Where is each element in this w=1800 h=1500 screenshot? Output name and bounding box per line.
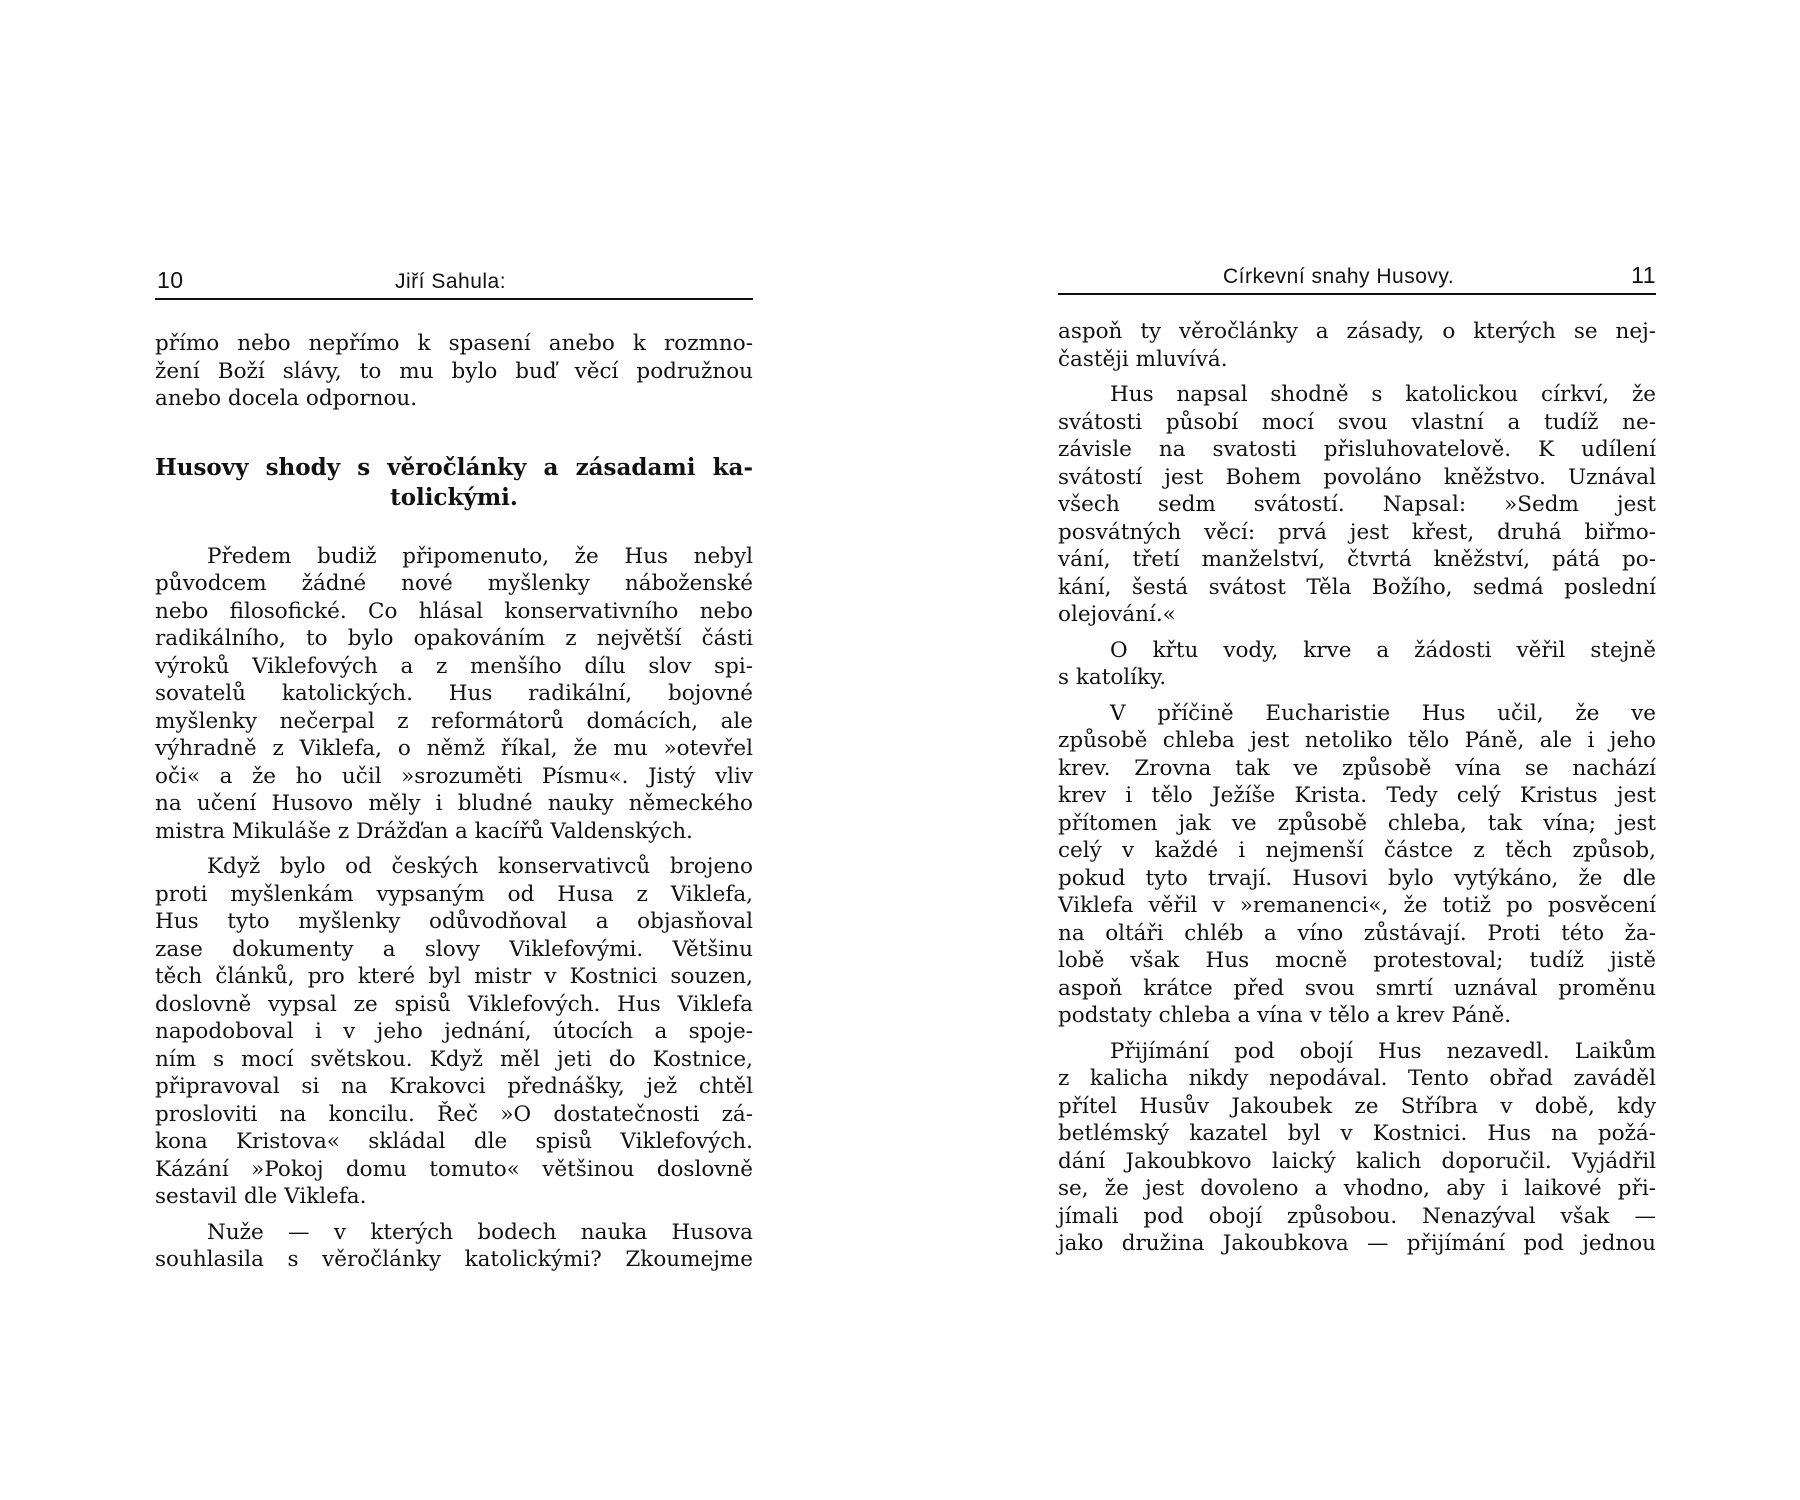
text-line: vání, třetí manželství, čtvrtá kněžství, pátá po-	[1058, 547, 1656, 572]
text-line: ním s mocí světskou. Když měl jeti do Kostnice,	[155, 1046, 753, 1072]
text-line: z kalicha nikdy nepodával. Tento obřad zaváděl	[1058, 1066, 1656, 1091]
text-line: původcem žádné nové myšlenky náboženské	[155, 571, 753, 596]
text-line: jako družina Jakoubkova — přijímání pod jednou	[1058, 1231, 1656, 1256]
text-line: se, že jest dovoleno a vhodno, aby i laikové při-	[1058, 1176, 1656, 1201]
text-line: přítel Husův Jakoubek ze Stříbra v době, kdy	[1058, 1093, 1656, 1119]
text-line: nebo filosofické. Co hlásal konservativního nebo	[155, 598, 753, 624]
text-line: připravoval si na Krakovci přednášky, jež chtěl	[155, 1074, 753, 1099]
text-line: anebo docela odpornou.	[155, 386, 418, 411]
text-line: doslovně vypsal ze spisů Viklefových. Hus Viklefa	[155, 991, 753, 1017]
text-line: aspoň krátce před svou smrtí uznával proměnu	[1058, 975, 1656, 1001]
text-line: V příčině Eucharistie Hus učil, že ve	[1110, 700, 1656, 726]
section-heading	[155, 453, 753, 513]
text-line: sestavil dle Viklefa.	[155, 1184, 367, 1209]
text-line: sovatelů katolických. Hus radikální, bojovné	[155, 681, 753, 706]
text-line: lobě však Hus mocně protestoval; tudíž jistě	[1058, 948, 1656, 973]
text-line: pokud tyto trvají. Husovi bylo vytýkáno, že dle	[1058, 865, 1656, 891]
right-running-head	[1058, 257, 1656, 295]
text-line: Hus napsal shodně s katolickou církví, že	[1110, 382, 1656, 407]
text-line: výroků Viklefových a z menšího dílu slov spi-	[155, 653, 753, 679]
right-paragraph-3	[1058, 637, 1656, 692]
right-paragraph-4	[1058, 700, 1656, 1030]
left-paragraph-1	[155, 330, 753, 413]
left-paragraph-2	[155, 543, 753, 846]
text-line: jímali pod obojí způsobou. Nenazýval však —	[1058, 1203, 1656, 1229]
text-line: dání Jakoubkovo laický kalich doporučil. Vyjádřil	[1058, 1148, 1656, 1174]
right-running-title: Církevní snahy Husovy.	[1223, 265, 1455, 288]
text-line: radikálního, to bylo opakováním z největší části	[155, 626, 753, 651]
text-line: Když bylo od českých konservativců brojeno	[207, 854, 753, 879]
text-line: oči« a že ho učil »srozuměti Písmu«. Jistý vliv	[155, 763, 753, 789]
right-paragraph-2	[1058, 381, 1656, 629]
left-running-head	[155, 262, 753, 300]
text-line: výhradně z Viklefa, o němž říkal, že mu »otevřel	[155, 736, 753, 761]
text-line: častěji mluvívá.	[1058, 346, 1228, 372]
text-line: svátosti působí mocí svou vlastní a tudíž ne-	[1058, 409, 1656, 435]
left-page-number: 10	[157, 267, 184, 293]
text-line: závisle na svatosti přisluhovatelově. K udílení	[1058, 437, 1656, 462]
text-line: na oltáři chléb a víno zůstávají. Proti této ža-	[1058, 920, 1656, 946]
text-line: zase dokumenty a slovy Viklefovými. Většinu	[155, 936, 753, 962]
left-paragraph-4	[155, 1219, 753, 1274]
text-line: všech sedm svátostí. Napsal: »Sedm jest	[1058, 492, 1656, 517]
right-paragraph-1	[1058, 318, 1656, 373]
text-line: prosloviti na koncilu. Řeč »O dostatečnosti zá-	[155, 1101, 753, 1127]
text-line: s katolíky.	[1058, 665, 1167, 690]
text-line: svátostí jest Bohem povoláno kněžstvo. Uznával	[1058, 464, 1656, 490]
text-line: posvátných věcí: prvá jest křest, druhá biřmo-	[1058, 519, 1656, 545]
text-line: žení Boží slávy, to mu bylo buď věcí podružnou	[155, 358, 753, 384]
text-line: kona Kristova« skládal dle spisů Viklefových.	[155, 1129, 753, 1154]
text-line: souhlasila s věročlánky katolickými? Zkoumejme	[155, 1247, 753, 1272]
text-line: těch článků, pro které byl mistr v Kostnici souzen,	[155, 964, 753, 989]
text-line: Hus tyto myšlenky odůvodňoval a objasňoval	[155, 909, 753, 934]
right-page-number: 11	[1631, 262, 1656, 288]
left-running-title: Jiří Sahula:	[395, 270, 507, 293]
text-line: na učení Husovo měly i bludné nauky německého	[155, 791, 753, 816]
text-line: mistra Mikuláše z Drážďan a kacířů Valdenských.	[155, 818, 693, 844]
heading-line: tolickými.	[390, 483, 518, 511]
text-line: betlémský kazatel byl v Kostnici. Hus na požá-	[1058, 1121, 1656, 1146]
text-line: podstaty chleba a vína v tělo a krev Páně.	[1058, 1003, 1512, 1028]
text-line: kání, šestá svátost Těla Božího, sedmá poslední	[1058, 574, 1656, 600]
text-line: Nuže — v kterých bodech nauka Husova	[207, 1219, 753, 1245]
text-line: olejování.«	[1058, 602, 1176, 627]
text-line: Kázání »Pokoj domu tomuto« většinou doslovně	[155, 1156, 753, 1182]
heading-line: Husovy shody s věročlánky a zásadami ka-	[155, 453, 753, 481]
text-line: proti myšlenkám vypsaným od Husa z Viklefa,	[155, 881, 753, 907]
text-line: krev i tělo Ježíše Krista. Tedy celý Kristus jest	[1058, 783, 1656, 808]
left-body-text	[155, 330, 753, 1282]
text-line: celý v každé i nejmenší částce z těch způsob,	[1058, 838, 1656, 863]
text-line: způsobě chleba jest netoliko tělo Páně, ale i jeho	[1058, 728, 1656, 753]
text-line: přítomen jak ve způsobě chleba, tak vína; jest	[1058, 810, 1656, 836]
text-line: aspoň ty věročlánky a zásady, o kterých se nej-	[1058, 319, 1656, 344]
text-line: krev. Zrovna tak ve způsobě vína se nachází	[1058, 755, 1656, 781]
text-line: Viklefa věřil v »remanenci«, že totiž po posvěcení	[1058, 893, 1656, 918]
text-line: Přijímání pod obojí Hus nezavedl. Laikům	[1110, 1038, 1656, 1064]
text-line: O křtu vody, krve a žádosti věřil stejně	[1110, 637, 1656, 663]
left-paragraph-3	[155, 853, 753, 1211]
text-line: myšlenky nečerpal z reformátorů domácích, ale	[155, 708, 753, 734]
right-paragraph-5	[1058, 1038, 1656, 1258]
text-line: Předem budiž připomenuto, že Hus nebyl	[207, 543, 753, 569]
text-line: napodoboval i v jeho jednání, útocích a spoje-	[155, 1019, 753, 1044]
text-line: přímo nebo nepřímo k spasení anebo k rozmno-	[155, 331, 753, 356]
right-body-text	[1058, 318, 1656, 1266]
